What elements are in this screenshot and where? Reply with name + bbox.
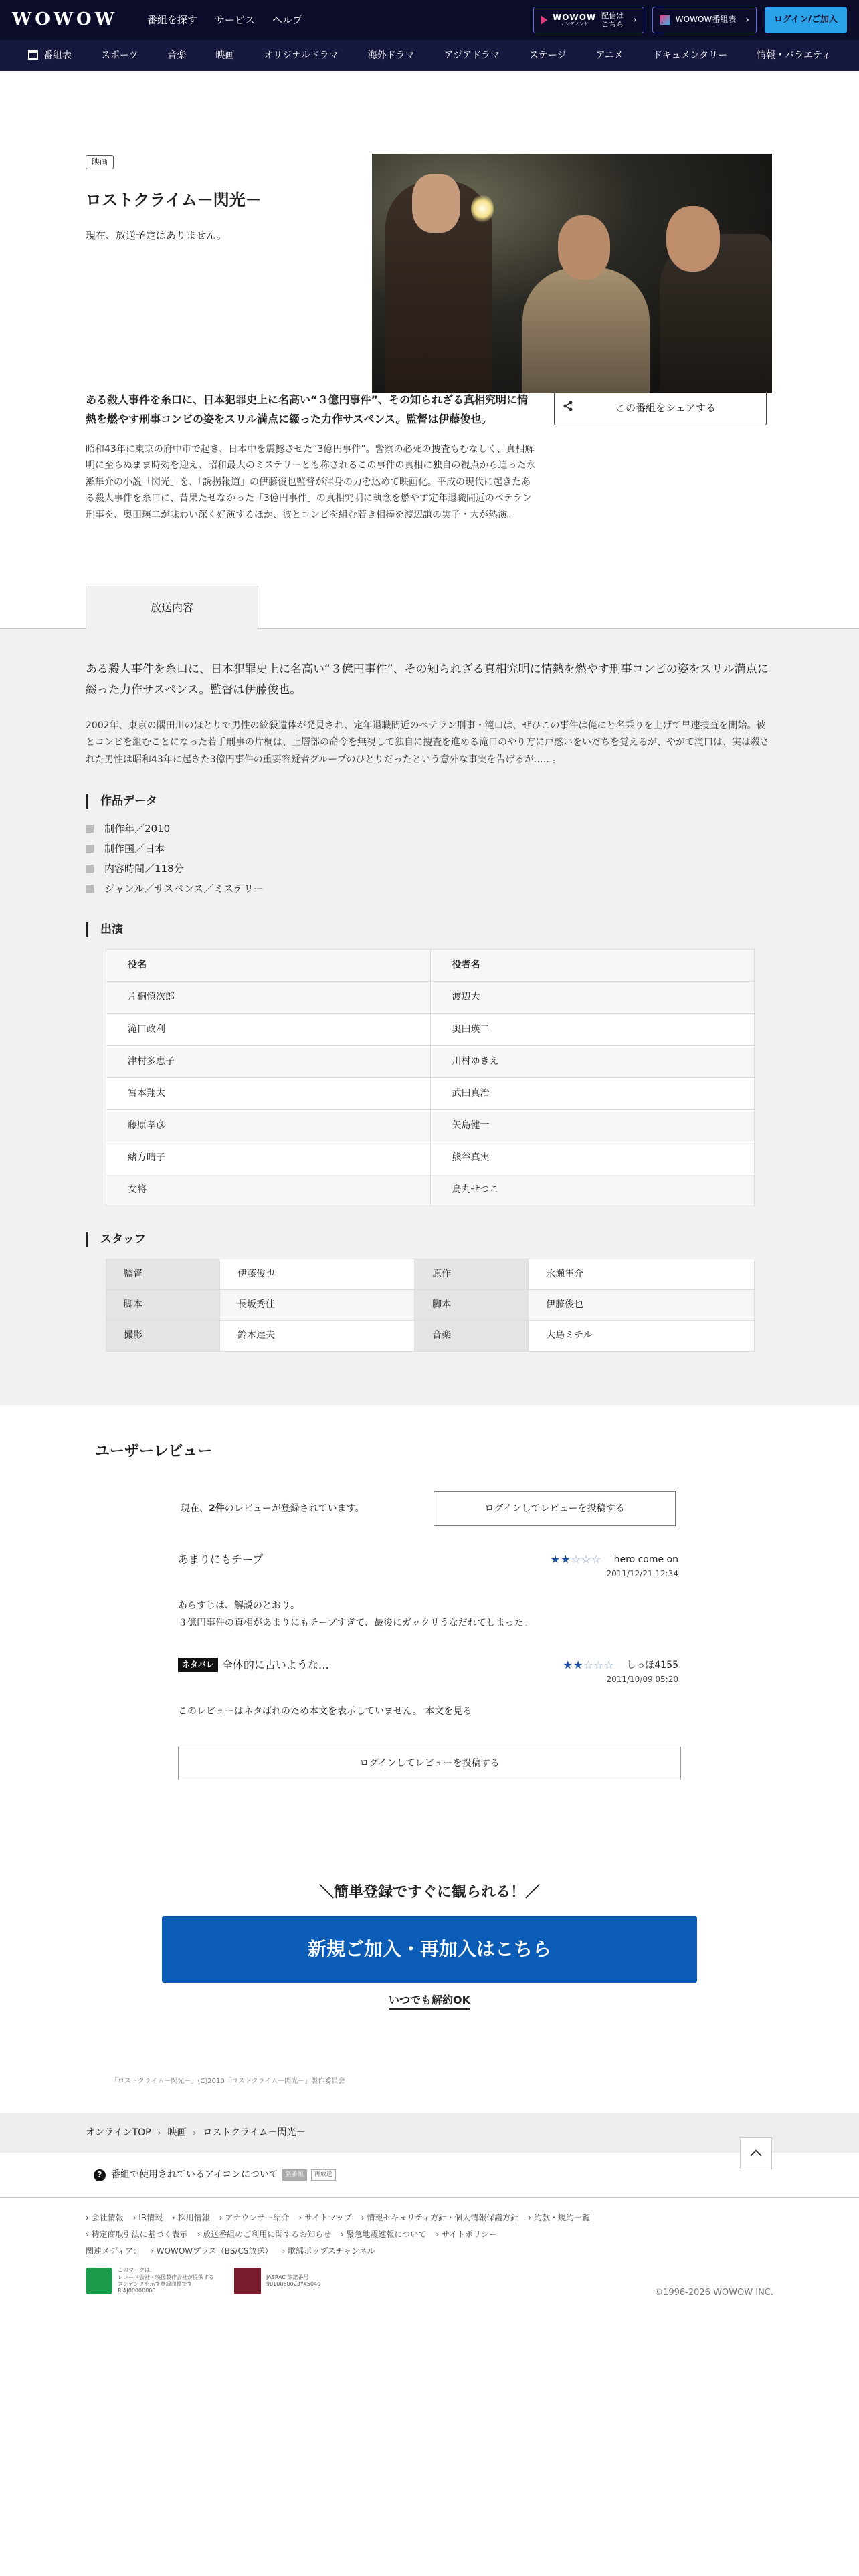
genre-item-variety[interactable]: 情報・バラエティ: [757, 49, 831, 61]
review-body[interactable]: このレビューはネタばれのため本文を表示していません。 本文を見る: [178, 1705, 472, 1717]
table-row: 片桐慎次郎 渡辺大: [106, 981, 755, 1013]
share-label: この番組をシェアする: [615, 402, 716, 414]
genre-item-anime[interactable]: アニメ: [595, 49, 624, 61]
back-to-top-button[interactable]: [740, 2137, 772, 2169]
nav-services[interactable]: サービス: [214, 14, 255, 26]
chevron-right-icon: ›: [633, 14, 637, 25]
genre-item-foreign-drama[interactable]: 海外ドラマ: [367, 49, 415, 61]
footer-link[interactable]: › サイトポリシー: [436, 2228, 497, 2241]
facts-list: [86, 821, 773, 897]
signup-cta: [0, 1780, 859, 2010]
review-count-text: 現在、2件のレビューが登録されています。: [181, 1503, 365, 1515]
user-reviews-section: [0, 1405, 859, 1780]
column-header-actor: 役者名: [430, 949, 755, 981]
staff-table: [106, 1259, 755, 1352]
table-row: 滝口政利 奥田瑛二: [106, 1013, 755, 1045]
genre-item-movies[interactable]: 映画: [215, 49, 235, 61]
post-review-button-bottom[interactable]: ログインしてレビューを投稿する: [178, 1747, 681, 1780]
table-row: 藤原孝彦 矢島健一: [106, 1109, 755, 1142]
footer-link[interactable]: › WOWOWプラス（BS/CS放送）: [151, 2245, 272, 2258]
footer-link[interactable]: › サイトマップ: [298, 2212, 351, 2224]
rating-stars: ★★☆☆☆: [563, 1658, 615, 1671]
genre-item-original-drama[interactable]: オリジナルドラマ: [264, 49, 339, 61]
reviewer-name: hero come on: [613, 1554, 678, 1566]
synopsis-body: 昭和43年に東京の府中市で起き、日本中を震撼させた“3億円事件”。警察の必死の捜査もむなしく、真相解明に至らぬまま時効を迎え、昭和最大のミステリーとも称されるこの事件の真相に独自の視点から迫った永瀬隼介の小説「閃光」を、「誘拐報道」の伊藤俊也監督が渾身の力を込めて映画化。平成の現代に起きたある殺人事件を糸口に、昔果たせなかった「3億円事件」の真相究明に執念を燃やす定年退職間近のベテラン刑事を、奥田瑛二が味わい深く好演するほか、彼とコンビを組む若き相棒を渡辺謙の実子・大が熱演。: [86, 443, 536, 520]
genre-tag: 映画: [86, 155, 114, 169]
breadcrumb-top[interactable]: オンラインTOP: [86, 2127, 151, 2139]
global-header: [0, 0, 859, 40]
program-guide-button[interactable]: [652, 7, 757, 33]
breadcrumb-current: ロストクライム－閃光－: [203, 2127, 306, 2139]
staff-heading: スタッフ: [86, 1232, 773, 1247]
program-hero: [0, 71, 859, 352]
review-date: 2011/10/09 05:20: [606, 1674, 678, 1684]
fact-runtime: 内容時間／118分: [86, 861, 773, 877]
review-count-row: [181, 1491, 859, 1526]
tab-broadcast-content[interactable]: 放送内容: [86, 586, 258, 629]
cancel-anytime-link[interactable]: いつでも解約OK: [389, 1992, 470, 2010]
broadcast-status: 現在、放送予定はありません。: [86, 229, 227, 241]
post-review-button-top[interactable]: ログインしてレビューを投稿する: [434, 1491, 676, 1526]
chevron-up-icon: [751, 2150, 762, 2161]
detail-body: 2002年、東京の隅田川のほとりで男性の絞殺遺体が発見され、定年退職間近のベテラン刑事・滝口は、ぜひこの事件は俺にと名乗りを上げて早速捜査を開始。彼とコンビを組むことになった若手刑事の片桐は、上層部の命令を無視して独自に捜査を進める滝口のやり方に戸惑いをいだちを覚えるが、やがて滝口は、実は殺された男性は昭和43年に起きた3億円事件の重要容疑者グループのひとりだったという意外な事実を告げるが……。: [86, 720, 769, 765]
image-copyright: 「ロストクライム－閃光－」(C)2010「ロストクライム－閃光－」製作委員会: [111, 2078, 345, 2086]
wowow-logo[interactable]: WOWOW: [12, 9, 118, 30]
new-program-icon: 新番組: [282, 2169, 307, 2180]
ondemand-logo: WOWOW: [553, 12, 597, 22]
footer-link[interactable]: › 特定商取引法に基づく表示: [86, 2228, 188, 2241]
l-mark-icon: [86, 2268, 112, 2294]
footer-link[interactable]: › アナウンサー紹介: [219, 2212, 290, 2224]
genre-item-schedule[interactable]: 番組表: [28, 48, 72, 63]
ondemand-sub: オンデマンド: [560, 21, 589, 27]
nav-help[interactable]: ヘルプ: [272, 14, 302, 26]
jasrac-badge: JASRAC 許諾番号 9010050023Y45040: [234, 2267, 320, 2295]
synopsis-section: [0, 352, 859, 566]
footer-link[interactable]: › 約款・規約一覧: [528, 2212, 590, 2224]
review-count: 2件: [209, 1503, 225, 1515]
table-row: 撮影 鈴木達夫 音楽 大島ミチル: [106, 1321, 755, 1352]
program-guide-label: WOWOW番組表: [675, 15, 737, 25]
table-row: 監督 伊藤俊也 原作 永瀬隼介: [106, 1259, 755, 1290]
footer-links-row2: [86, 2228, 773, 2241]
breadcrumb-movies[interactable]: 映画: [167, 2127, 187, 2139]
chevron-right-icon: ›: [157, 2127, 161, 2137]
reviews-heading: ユーザーレビュー: [95, 1443, 213, 1461]
signup-button[interactable]: 新規ご加入・再加入はこちら: [162, 1916, 697, 1983]
footer-link[interactable]: › 会社情報: [86, 2212, 124, 2224]
footer-link[interactable]: › 情報セキュリティ方針・個人情報保護方針: [361, 2212, 518, 2224]
broadcast-detail: [0, 629, 859, 1405]
fact-country: 制作国／日本: [86, 841, 773, 857]
login-signup-button[interactable]: ログイン/ご加入: [765, 7, 847, 33]
chevron-right-icon: ›: [745, 14, 749, 25]
genre-item-music[interactable]: 音楽: [167, 49, 187, 61]
share-button[interactable]: [554, 391, 767, 425]
share-icon: [555, 399, 581, 417]
tab-bar: [0, 586, 859, 629]
tv-guide-icon: [660, 15, 670, 25]
table-header-row: [106, 949, 755, 981]
light-bulb: [471, 194, 494, 223]
header-actions: [533, 7, 847, 33]
related-media-label: 関連メディア：: [86, 2246, 142, 2256]
review-title[interactable]: あまりにもチープ: [178, 1553, 264, 1566]
table-row: 女将 烏丸せつこ: [106, 1174, 755, 1206]
facts-heading: 作品データ: [86, 794, 773, 809]
review-item: [178, 1546, 678, 1632]
table-row: 津村多恵子 川村ゆきえ: [106, 1045, 755, 1077]
fact-genre: ジャンル／サスペンス／ミステリー: [86, 881, 773, 897]
ondemand-button[interactable]: [533, 7, 644, 33]
jasrac-icon: [234, 2268, 261, 2294]
review-item: [178, 1652, 678, 1720]
genre-item-sports[interactable]: スポーツ: [100, 49, 138, 61]
table-row: 宮本翔太 武田真治: [106, 1077, 755, 1109]
synopsis-lead: ある殺人事件を糸口に、日本犯罪史上に名高い“３億円事件”、その知られざる真相究明に情熱を燃やす刑事コンビの姿をスリル満点に綴った力作サスペンス。監督は伊藤俊也。: [86, 393, 529, 425]
site-copyright: ©1996-2026 WOWOW INC.: [654, 2287, 773, 2298]
breadcrumb: [0, 2113, 859, 2153]
nav-search-programs[interactable]: 番組を探す: [147, 14, 197, 26]
site-footer: [0, 2197, 859, 2298]
rerun-icon: 再放送: [311, 2169, 336, 2180]
cast-heading: 出演: [86, 922, 773, 937]
footer-link[interactable]: › IR情報: [133, 2212, 163, 2224]
footer-link[interactable]: › 緊急地震速報について: [341, 2228, 426, 2241]
genre-item-asian-drama[interactable]: アジアドラマ: [444, 49, 500, 61]
global-nav: [147, 12, 302, 28]
play-icon: [541, 15, 547, 25]
detail-lead: ある殺人事件を糸口に、日本犯罪史上に名高い“３億円事件”、その知られざる真相究明に情熱を燃やす刑事コンビの姿をスリル満点に綴った力作サスペンス。監督は伊藤俊也。: [86, 663, 769, 697]
footer-links-row1: [86, 2212, 773, 2224]
genre-nav: [0, 40, 859, 71]
icon-legend-link[interactable]: ? 番組で使用されているアイコンについて 新番組 再放送: [94, 2167, 859, 2182]
lmark-badge: このマークは、 レコード会社・映像製作会社が提供する コンテンツを示す登録商標です RIAJ00000000: [86, 2267, 214, 2295]
calendar-icon: [28, 50, 38, 60]
reviewer-name: しっぽ4155: [626, 1659, 678, 1671]
footer-link[interactable]: › 歌謡ポップスチャンネル: [282, 2245, 375, 2258]
related-media-row: [86, 2245, 773, 2258]
table-row: 緒方晴子 熊谷真実: [106, 1142, 755, 1174]
chevron-right-icon: ›: [193, 2127, 197, 2137]
ondemand-label: 配信は こちら: [601, 11, 624, 29]
review-title[interactable]: 全体的に古いような…: [221, 1658, 329, 1671]
fact-year: 制作年／2010: [86, 821, 773, 837]
spoiler-badge: ネタバレ: [178, 1658, 218, 1672]
review-date: 2011/12/21 12:34: [606, 1569, 678, 1579]
genre-item-documentary[interactable]: ドキュメンタリー: [652, 49, 728, 61]
question-icon: ?: [94, 2169, 106, 2181]
review-body: あらすじは、解説のとおり。 ３億円事件の真相があまりにもチープすぎて、最後にガックリうなだれてしまった。: [178, 1600, 533, 1628]
footer-link[interactable]: › 採用情報: [172, 2212, 210, 2224]
cta-tagline: ＼簡単登録ですぐに観られる！／: [318, 1884, 540, 1901]
genre-item-stage[interactable]: ステージ: [529, 49, 567, 61]
cast-table: [106, 949, 755, 1206]
rating-stars: ★★☆☆☆: [550, 1553, 602, 1566]
column-header-role: 役名: [106, 949, 431, 981]
table-row: 脚本 長坂秀佳 脚本 伊藤俊也: [106, 1290, 755, 1321]
page-title: ロストクライム－閃光－: [86, 191, 262, 209]
footer-link[interactable]: › 放送番組のご利用に関するお知らせ: [197, 2228, 331, 2241]
